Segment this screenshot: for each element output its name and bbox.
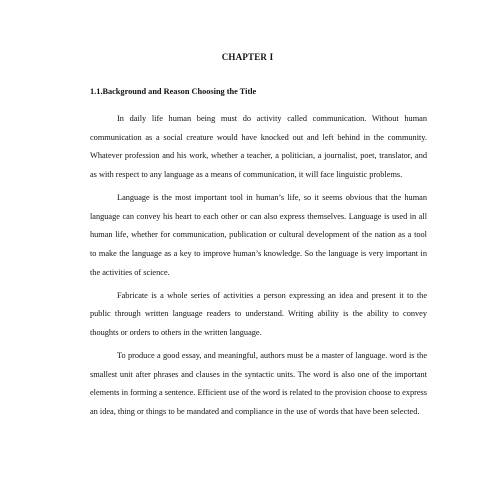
paragraph-2: Language is the most important tool in human’s life, so it seems obvious that the human language can convey his heart to each other or can also express themselves. Language is used in all human life, whether for communication, publication or cultural development of the nation as a tool to make the language as a key to improve human’s knowledge. So the language is very important in the activities of science. (90, 193, 427, 277)
section-heading: 1.1.Background and Reason Choosing the Title (90, 87, 257, 96)
paragraph-3: Fabricate is a whole series of activities a person expressing an idea and present it to the public through written language readers to understand. Writing ability is the ability to convey thoughts or orders to others in the written language. (90, 290, 427, 338)
paragraph-1: In daily life human being must do activity called communication. Without human communication as a social creature would have knocked out and left behind in the community. Whatever profession and his work, whether a teacher, a politician, a journalist, poet, translator, and as with respect to any language as a means of communication, it will face linguistic problems. (90, 114, 427, 180)
document-body (90, 110, 427, 426)
paragraph-4: To produce a good essay, and meaningful, authors must be a master of language. word is the smallest unit after phrases and clauses in the syntactic units. The word is also one of the important elements in forming a sentence. Efficient use of the word is related to the provision choose to express an idea, thing or things to be mandated and compliance in the use of words that have been selected. (90, 351, 427, 417)
chapter-heading: CHAPTER I (221, 52, 274, 62)
